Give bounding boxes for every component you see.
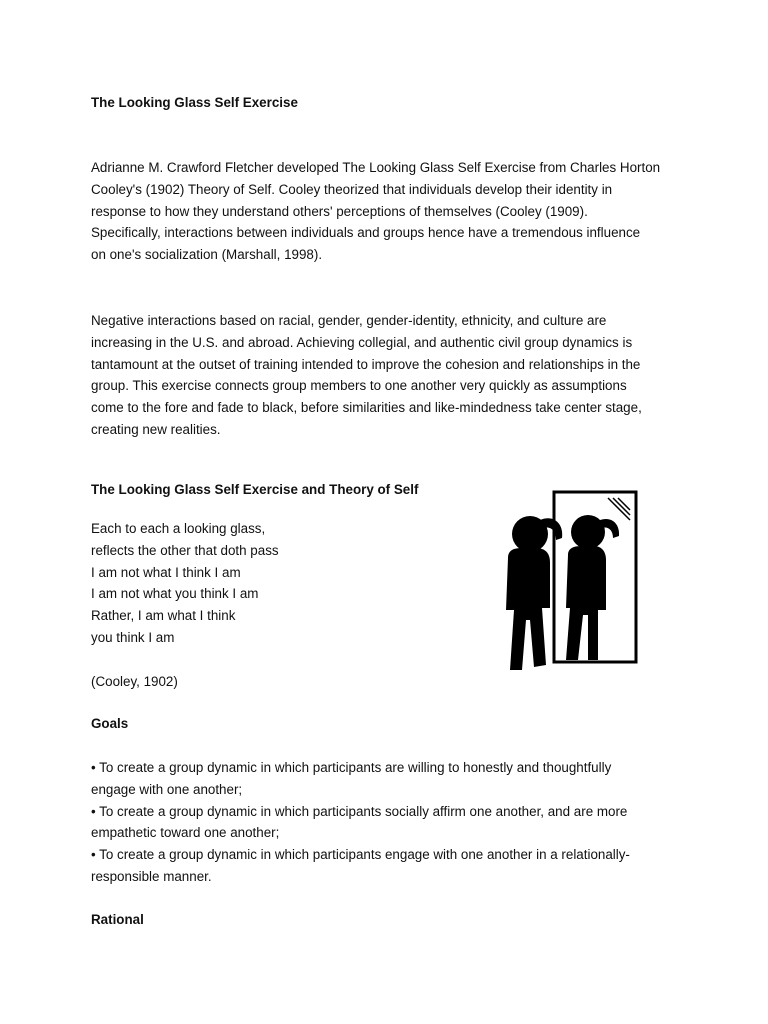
goals-list xyxy=(91,757,630,888)
poem-line: Each to each a looking glass, xyxy=(91,521,266,536)
poem-line: Rather, I am what I think xyxy=(91,608,236,624)
intro-paragraph xyxy=(91,157,660,266)
paragraph-line: group. This exercise connects group members to one another very quickly as assumptions xyxy=(91,378,627,394)
citation-text: (Cooley, 1902) xyxy=(91,674,178,689)
poem-line: reflects the other that doth pass xyxy=(91,542,279,558)
goal-line: engage with one another; xyxy=(91,781,243,797)
paragraph-line: Negative interactions based on racial, gender, gender-identity, ethnicity, and culture are xyxy=(91,313,607,328)
document-title: The Looking Glass Self Exercise xyxy=(91,95,298,110)
intro-line: on one's socialization (Marshall, 1998). xyxy=(91,247,323,263)
goal-line: • To create a group dynamic in which participants are willing to honestly and thoughtfully xyxy=(91,760,612,775)
paragraph-line: tantamount at the outset of training intended to improve the cohesion and relationships in the xyxy=(91,356,641,372)
negative-interactions-paragraph xyxy=(91,310,642,441)
intro-line: Specifically, interactions between individuals and groups hence have a tremendous influence xyxy=(91,225,641,241)
rational-heading: Rational xyxy=(91,912,144,927)
paragraph-line: come to the fore and fade to black, before similarities and like-mindedness take center stage, xyxy=(91,400,642,416)
goal-line: • To create a group dynamic in which participants engage with one another in a relationally- xyxy=(91,847,630,863)
poem-line: I am not what you think I am xyxy=(91,586,259,602)
poem-line: you think I am xyxy=(91,629,175,645)
intro-line: Adrianne M. Crawford Fletcher developed The Looking Glass Self Exercise from Charles Horton xyxy=(91,160,661,175)
intro-line: response to how they understand others' perceptions of themselves (Cooley (1909). xyxy=(91,203,588,219)
poem-citation xyxy=(91,671,178,693)
poem-line: I am not what I think I am xyxy=(91,564,241,580)
goal-line: • To create a group dynamic in which participants socially affirm one another, and are more xyxy=(91,803,628,819)
goal-line: responsible manner. xyxy=(91,868,212,884)
intro-line: Cooley's (1902) Theory of Self. Cooley theorized that individuals develop their identity in xyxy=(91,181,613,197)
goal-line: empathetic toward one another; xyxy=(91,825,280,841)
paragraph-line: creating new realities. xyxy=(91,421,221,437)
cooley-poem xyxy=(91,518,279,649)
goals-heading: Goals xyxy=(91,716,129,731)
theory-heading: The Looking Glass Self Exercise and Theory of Self xyxy=(91,482,419,497)
mirror-reflection-icon xyxy=(470,480,670,680)
paragraph-line: increasing in the U.S. and abroad. Achieving collegial, and authentic civil group dynamics is xyxy=(91,334,633,350)
